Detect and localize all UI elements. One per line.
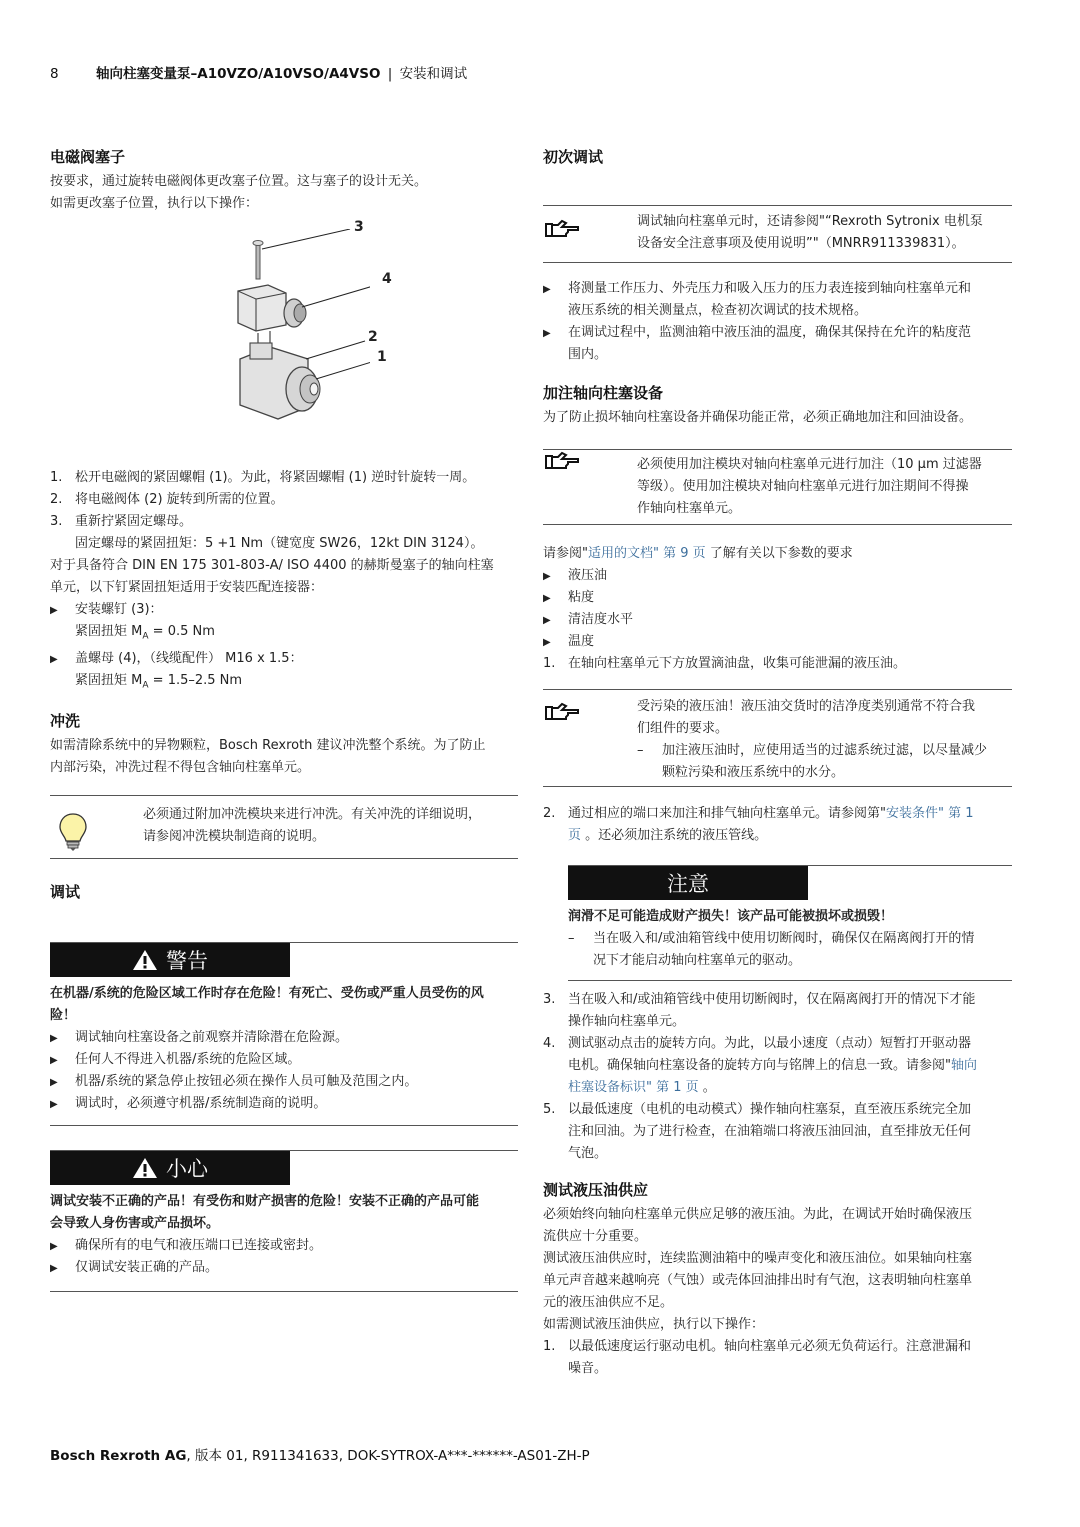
pointing-hand-icon [544, 218, 580, 240]
notice-headline: 润滑不足可能造成财产损失！该产品可能被损坏或损毁！ [568, 909, 894, 924]
list-item: ▶ 将测量工作压力、外壳压力和吸入压力的压力表连接到轴向柱塞单元和 液压系统的相关测量点，检查初次调试的技术规格。 [543, 281, 972, 318]
pointing-hand-icon [544, 701, 580, 723]
list-item: 3. 重新拧紧固定螺母。 [50, 514, 193, 529]
supply-title: 测试液压油供应 [543, 1181, 649, 1199]
nut-torque: 紧固扭矩 $M_A = 1.5-2.5$ Nm [75, 672, 243, 691]
footer-doc: , 版本 01, R911341633, DOK-SYTROX-A***-******-AS01-ZH-P [186, 1448, 590, 1464]
list-item: 2. 通过相应的端口来加注和排气轴向柱塞单元。请参阅第"安装条件" 第 1 页 。还必须加注系统的液压管线。 [543, 806, 974, 843]
left-column [50, 146, 518, 1292]
plug-title: 电磁阀塞子 [50, 148, 126, 166]
din-paragraph-cont: 单元，以下钉紧固扭矩适用于安装匹配连接器： [50, 580, 324, 595]
note1-line1: 调试轴向柱塞单元时，还请参阅"“Rexroth Sytronix 电机泵 [637, 214, 983, 229]
warning-triangle-icon [132, 949, 158, 971]
page-footer [50, 1444, 590, 1464]
fill-title: 加注轴向柱塞设备 [543, 384, 664, 402]
page-header [50, 62, 467, 82]
caution-section [50, 1150, 518, 1292]
figure-label-4: 4 [382, 271, 392, 287]
warning-section [50, 942, 518, 1126]
figure-label-2: 2 [368, 329, 378, 345]
flush-title: 冲洗 [50, 712, 81, 731]
note2-line3: 作轴向柱塞单元。 [637, 501, 742, 516]
lightbulb-icon [58, 812, 88, 852]
list-item: 3. 当在吸入和/或油箱管线中使用切断阀时，仅在隔离阀打开的情况下才能 操作轴向柱塞单元。 [543, 992, 976, 1029]
commission-title: 调试 [50, 883, 81, 902]
reference-line: 请参阅"适用的文档" 第 9 页 了解有关以下参数的要求 [543, 546, 853, 561]
reference-link[interactable]: 适用的文档" 第 9 页 [587, 546, 706, 561]
screw-torque: 紧固扭矩 $M_A = 0.5$ Nm [75, 624, 215, 642]
list-item: 5. 以最低速度（电机的电动模式）操作轴向柱塞泵，直至液压系统完全加 注和回油。为了进行检查，在油箱端口将液压油回油，直至排放无任何 气泡。 [543, 1102, 972, 1161]
note-box-2 [543, 449, 1012, 525]
doc-title: 轴向柱塞变量泵–A10VZO/A10VSO/A4VSO [96, 66, 381, 82]
pump-id-link[interactable]: 轴向 [950, 1058, 977, 1073]
note3-line2: 们组件的要求。 [637, 721, 729, 736]
initial-title: 初次调试 [543, 148, 604, 166]
list-item: ▶ 清洁度水平 [543, 612, 634, 627]
header-section: 安装和调试 [399, 66, 468, 82]
list-item: 1. 在轴向柱塞单元下方放置滴油盘，收集可能泄漏的液压油。 [543, 656, 907, 671]
plug-paragraph: 按要求，通过旋转电磁阀体更改塞子位置。这与塞子的设计无关。 [50, 174, 428, 189]
list-item: ▶ 在调试过程中，监测油箱中液压油的温度，确保其保持在允许的粘度范 围内。 [543, 325, 972, 362]
supply-paragraph-2: 测试液压油供应时，连续监测油箱中的噪声变化和液压油位。如果轴向柱塞 单元声音越来越响亮（气蚀）或壳体回油排出时有气泡，这表明轴向柱塞单 元的液压油供应不足。 [543, 1251, 973, 1310]
list-item: ▶ 任何人不得进入机器/系统的危险区域。 [50, 1052, 301, 1068]
flush-paragraph: 如需清除系统中的异物颗粒，Bosch Rexroth 建议冲洗整个系统。为了防止 [50, 738, 486, 754]
footer-company: Bosch Rexroth AG [50, 1448, 187, 1464]
list-item: ▶ 仅调试安装正确的产品。 [50, 1260, 219, 1276]
supply-instruction: 如需测试液压油供应，执行以下操作： [543, 1317, 765, 1332]
solenoid-figure [50, 215, 518, 467]
caution-headline-cont: 会导致人身伤害或产品损坏。 [50, 1216, 220, 1232]
din-paragraph: 对于具备符合 DIN EN 175 301-803-A/ ISO 4400 的赫斯曼塞子的轴向柱塞 [50, 558, 494, 573]
page-number: 8 [50, 66, 59, 82]
notice-section [568, 865, 1012, 900]
note-box-1 [543, 205, 1012, 263]
list-item: 4. 测试驱动点击的旋转方向。为此，以最小速度（点动）短暂打开驱动器 电机。确保轴向柱塞设备的旋转方向与铭牌上的信息一致。请参阅"轴向 柱塞设备标识" 第 1 页 。 [543, 1036, 977, 1095]
supply-paragraph: 必须始终向轴向柱塞单元供应足够的液压油。为此，在调试开始时确保液压 流供应十分重要。 [543, 1207, 973, 1244]
list-item: ▶ 确保所有的电气和液压端口已连接或密封。 [50, 1238, 323, 1254]
list-item: ▶ 液压油 [543, 568, 608, 583]
note2-line2: 等级）。使用加注模块对轴向柱塞单元进行加注期间不得操 [637, 479, 969, 494]
pointing-hand-icon [544, 450, 580, 472]
note2-line1: 必须使用加注模块对轴向柱塞单元进行加注（10 μm 过滤器 [637, 457, 982, 472]
solenoid-illustration [210, 229, 370, 429]
list-item: ▶ 调试轴向柱塞设备之前观察并清除潜在危险源。 [50, 1030, 349, 1046]
list-item: 1. 以最低速度运行驱动电机。轴向柱塞单元必须无负荷运行。注意泄漏和 噪音。 [543, 1339, 972, 1376]
right-column [543, 146, 1012, 1380]
flush-tip-line2: 请参阅冲洗模块制造商的说明。 [143, 829, 326, 845]
list-item: ▶ 调试时，必须遵守机器/系统制造商的说明。 [50, 1096, 327, 1112]
list-item: ▶ 盖螺母 (4)，（线缆配件） M16 x 1.5： [50, 650, 303, 666]
notice-dash-item: – 当在吸入和/或油箱管线中使用切断阀时，确保仅在隔离阀打开的情 况下才能启动轴向柱塞单元的驱动。 [568, 931, 975, 968]
warning-triangle-icon [132, 1157, 158, 1179]
figure-label-1: 1 [377, 349, 387, 365]
list-item: ▶ 机器/系统的紧急停止按钮必须在操作人员可触及范围之内。 [50, 1074, 418, 1090]
figure-label-3: 3 [354, 219, 364, 235]
flush-tip-line1: 必须通过附加冲洗模块来进行冲洗。有关冲洗的详细说明， [143, 807, 482, 823]
fill-paragraph: 为了防止损坏轴向柱塞设备并确保功能正常，必须正确地加注和回油设备。 [543, 410, 973, 425]
caution-headline: 调试安装不正确的产品！有受伤和财产损害的危险！安装不正确的产品可能 [50, 1194, 480, 1210]
list-item: 2. 将电磁阀体 (2) 旋转到所需的位置。 [50, 492, 284, 507]
notice-banner: 注意 [568, 866, 808, 900]
install-conditions-link[interactable]: 安装条件" 第 1 [885, 806, 974, 821]
list-item: 1. 松开电磁阀的紧固螺帽 (1)。为此，将紧固螺帽 (1) 逆时针旋转一周。 [50, 470, 476, 485]
note3-line1: 受污染的液压油！液压油交货时的洁净度类别通常不符合我 [637, 699, 976, 714]
list-item: ▶ 安装螺钉 (3)： [50, 602, 163, 617]
list-item: ▶ 温度 [543, 634, 595, 649]
warning-headline: 在机器/系统的危险区域工作时存在危险！有死亡、受伤或严重人员受伤的风 [50, 986, 484, 1002]
warning-banner: 警告 [50, 943, 290, 977]
list-item: ▶ 粘度 [543, 590, 595, 605]
flush-paragraph-cont: 内部污染，冲洗过程不得包含轴向柱塞单元。 [50, 760, 311, 776]
flush-tip-box [50, 795, 518, 859]
torque-line: 固定螺母的紧固扭矩：5 +1 Nm（键宽度 SW26，12kt DIN 3124）。 [75, 536, 484, 551]
plug-instruction: 如需更改塞子位置，执行以下操作： [50, 196, 259, 211]
caution-banner: 小心 [50, 1151, 290, 1185]
note3-dash-item: – 加注液压油时，应使用适当的过滤系统过滤，以尽量减少 颗粒污染和液压系统中的水分。 [637, 743, 988, 780]
header-separator: | [387, 66, 393, 82]
warning-headline-cont: 险！ [50, 1008, 77, 1024]
note1-line2: 设备安全注意事项及使用说明”"（MNRR911339831）。 [637, 236, 965, 251]
note-box-3 [543, 689, 1012, 787]
